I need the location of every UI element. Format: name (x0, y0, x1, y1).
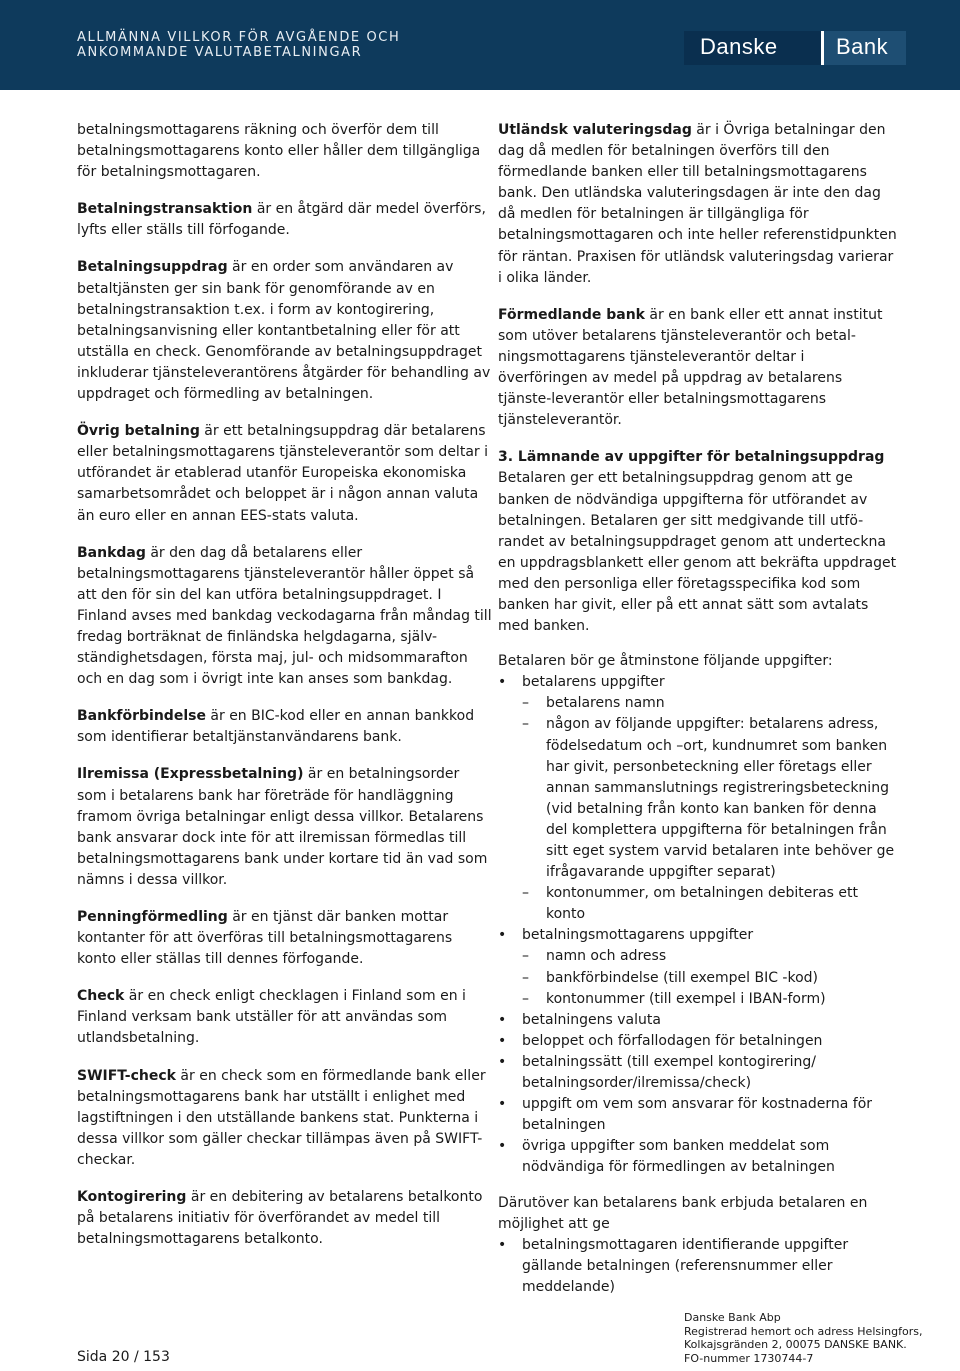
page-number: Sida 20 / 153 (77, 1349, 170, 1365)
section-3: 3. Lämnande av uppgifter för betalningsuppdrag Betalaren ger ett betalningsuppdrag genom att ge banken de nödvändiga uppgifterna för utförandet av betalningen. Betalaren ger sitt medgivande till utfö-randet av betalningsuppdraget genom att underteckna en uppdragsblankett eller genom att bekräfta uppdraget med den personliga eller företagsspecifika kod som banken har givit, eller på ett annat sätt som avtalats med banken. (498, 449, 897, 635)
company-info (684, 1311, 922, 1365)
dash-icon: – (522, 969, 529, 986)
list-item: • uppgift om vem som ansvarar för kostnaderna för betalningen (498, 1096, 873, 1134)
sub-list (522, 693, 898, 925)
list-item: • betalningssätt (till exempel kontogirering/ betalningsorder/ilremissa/check) (498, 1053, 817, 1092)
sub-list-item: – kontonummer, om betalningen debiteras ett konto (522, 885, 859, 923)
sub-list-item: – någon av följande uppgifter: betalarens adress, födelsedatum och –ort, kundnumret som banken har givit, personbeteckning eller företags eller annan sammanslutnings registreringsbeteckning (vid betalning från konto kan banken för denna del komplettera uppgifterna för betalningen från sitt eget system varvid betalaren inte behöver ge ifrågavarande uppgifter separat) (522, 716, 895, 881)
document-title (77, 30, 400, 60)
term: Övrig betalning (77, 423, 200, 440)
dash-icon: – (522, 695, 529, 712)
term: Bankförbindelse (77, 708, 206, 725)
term: Betalningsuppdrag (77, 259, 228, 276)
list-item: • övriga uppgifter som banken meddelat som nödvändiga för förmedlingen av betalningen (498, 1138, 835, 1176)
definition-swift-check: SWIFT-check är en check som en förmedlande bank eller betalningsmottagarens bank har utställt i enlighet med lagstiftningen i den utställande bankens stat. Punkterna i dessa villkor som gäller checkar tillämpas även på SWIFT-checkar. (77, 1067, 486, 1168)
bullet-icon: • (498, 1011, 507, 1028)
definition-bankdag: Bankdag är den dag då betalarens eller betalningsmottagarens tjänsteleverantör håller öppet så att den för sin del kan utföra betalningsuppdraget. I Finland avses med bankdag veckodagarna från måndag till fredag borträknat de finländska helgdagarna, själv-ständighetsdagen, första maj, jul- och midsommarafton och en dag som i övrigt inte kan anses som bankdag. (77, 544, 492, 688)
definition-ilremissa: Ilremissa (Expressbetalning) är en betalningsorder som i betalarens bank har företräde för handläggning framom övriga betalningar enligt dessa villkor. Betalarens bank ansvarar dock inte för att ilremissan förmedlas till betalningsmottagarens bank under kortare tid än vad som nämns i dessa villkor. (77, 766, 488, 888)
dash-icon: – (522, 885, 529, 902)
left-column (77, 120, 492, 1266)
bullet-icon: • (498, 1236, 507, 1253)
extra-intro: Därutöver kan betalarens bank erbjuda betalaren en möjlighet att ge (498, 1194, 868, 1232)
term: Utländsk valuteringsdag (498, 122, 692, 138)
company-registration: FO-nummer 1730744-7 (684, 1351, 814, 1365)
bullet-icon: • (498, 1096, 507, 1113)
dash-icon: – (522, 948, 529, 965)
term: Penningförmedling (77, 909, 228, 925)
title-line-1: ALLMÄNNA VILLKOR FÖR AVGÅENDE OCH (77, 30, 401, 45)
bullet-icon: • (498, 1053, 507, 1070)
definition-formedlande-bank: Förmedlande bank är en bank eller ett annat institut som utöver betalarens tjänsteleverantör och betal-ningsmottagarens tjänsteleverantör deltar i överföringen av medel på uppdrag av betalarens tjänste-leverantör eller betalningsmottagarens tjänsteleverantör. (498, 306, 883, 429)
bullet-icon: • (498, 927, 507, 944)
logo-word-bank: Bank (836, 34, 889, 59)
term: Betalningstransaktion (77, 201, 253, 218)
dash-icon: – (522, 990, 529, 1007)
list-item: • betalningsmottagarens uppgifter – namn och adress – bankförbindelse (till exempel BIC -kod) – kontonummer (till exempel i IBAN-form) (498, 925, 898, 1009)
sub-list-item: – betalarens namn (522, 693, 898, 714)
term: Bankdag (77, 544, 146, 561)
definition-utlandsk-valuteringsdag: Utländsk valuteringsdag är i Övriga betalningar den dag då medlen för betalningen överförs till den förmedlande banken eller till betalningsmottagarens bank. Den utländska valuteringsdagen är inte den dag då medlen för betalningen är tillgängliga för betalningsmottagaren och inte heller referenstidpunkten för räntan. Praxisen för utländsk valuteringsdag varierar i olika länder. (498, 122, 897, 286)
definition-bankforbindelse: Bankförbindelse är en BIC-kod eller en annan bankkod som identifierar betaltjänstanvändarens bank. (77, 708, 475, 746)
sub-list (522, 946, 898, 1009)
definition-penningformedling: Penningförmedling är en tjänst där banken mottar kontanter för att överföras till betalningsmottagarens konto eller ställas till dennes förfogande. (77, 909, 453, 968)
term: Kontogirering (77, 1189, 187, 1206)
term: SWIFT-check (77, 1067, 176, 1084)
list-item: • beloppet och förfallodagen för betalningen (498, 1031, 898, 1052)
definition-kontogirering: Kontogirering är en debitering av betalarens betalkonto på betalarens initiativ för överförandet av medel till betalningsmottagarens betalkonto. (77, 1189, 483, 1248)
company-address-line: Kolkajsgränden 2, 00075 DANSKE BANK. (684, 1338, 907, 1351)
list-item: • betalarens uppgifter – betalarens namn – någon av följande uppgifter: betalarens adress, födelsedatum och –ort, kundnumret som banken har givit, personbeteckning eller företags eller annan sammanslutnings registreringsbeteckning (vid betalning från konto kan banken för denna del komplettera uppgifterna för betalningen från sitt eget system varvid betalaren inte behöver ge ifrågavarande uppgifter separat) – kontonummer, om betalningen debiteras ett konto (498, 672, 898, 925)
dash-icon: – (522, 716, 529, 733)
sub-list-item: – kontonummer (till exempel i IBAN-form) (522, 989, 898, 1010)
definition-betalningstransaktion: Betalningstransaktion är en åtgärd där medel överförs, lyfts eller ställs till förfogande. (77, 201, 486, 239)
sub-list-item: – namn och adress (522, 946, 898, 967)
company-address-line: Registrerad hemort och adress Helsingfors, (684, 1324, 923, 1338)
required-info-list (498, 672, 898, 1178)
term: Ilremissa (Expressbetalning) (77, 766, 304, 783)
danske-bank-logo (684, 31, 906, 65)
header-band (0, 0, 960, 90)
list-intro: Betalaren bör ge åtminstone följande uppgifter: (498, 653, 833, 670)
title-line-2: ANKOMMANDE VALUTABETALNINGAR (77, 45, 363, 60)
list-item: • betalningens valuta (498, 1010, 898, 1031)
term: Förmedlande bank (498, 306, 645, 323)
optional-info-list (498, 1235, 898, 1298)
bullet-icon: • (498, 1032, 507, 1049)
paragraph: betalningsmottagarens räkning och överför dem till betalningsmottagarens konto eller håller dem tillgängliga för betalningsmottagaren. (77, 122, 481, 181)
sub-list-item: – bankförbindelse (till exempel BIC -kod) (522, 968, 898, 989)
list-item: • betalningsmottagaren identifierande uppgifter gällande betalningen (referensnummer eller meddelande) (498, 1236, 849, 1295)
section-heading: 3. Lämnande av uppgifter för betalningsuppdrag (498, 449, 885, 466)
bullet-icon: • (498, 674, 507, 691)
definition-betalningsuppdrag: Betalningsuppdrag är en order som användaren av betaltjänsten ger sin bank för genomförande av en betalningstransaktion t.ex. i form av kontogirering, betalningsanvisning eller kontantbetalning eller för att utställa en check. Genomförande av betalningsuppdraget inkluderar tjänsteleverantörens åtgärder för behandling av uppdraget och förmedling av betalningen. (77, 259, 491, 403)
term: Check (77, 988, 125, 1005)
right-column (498, 120, 898, 1312)
definition-ovrig-betalning: Övrig betalning är ett betalningsuppdrag där betalarens eller betalningsmottagarens tjänsteleverantör som deltar i utförandet är etablerad utanför Europeiska ekonomiska samarbetsområdet och beloppet är i någon annan valuta än euro eller en annan EES-stats valuta. (77, 423, 488, 524)
definition-check: Check är en check enligt checklagen i Finland som en i Finland verksam bank utställer för att användas som utlandsbetalning. (77, 988, 466, 1047)
logo-word-danske: Danske (700, 34, 778, 59)
company-name: Danske Bank Abp (684, 1311, 781, 1324)
bullet-icon: • (498, 1138, 507, 1155)
